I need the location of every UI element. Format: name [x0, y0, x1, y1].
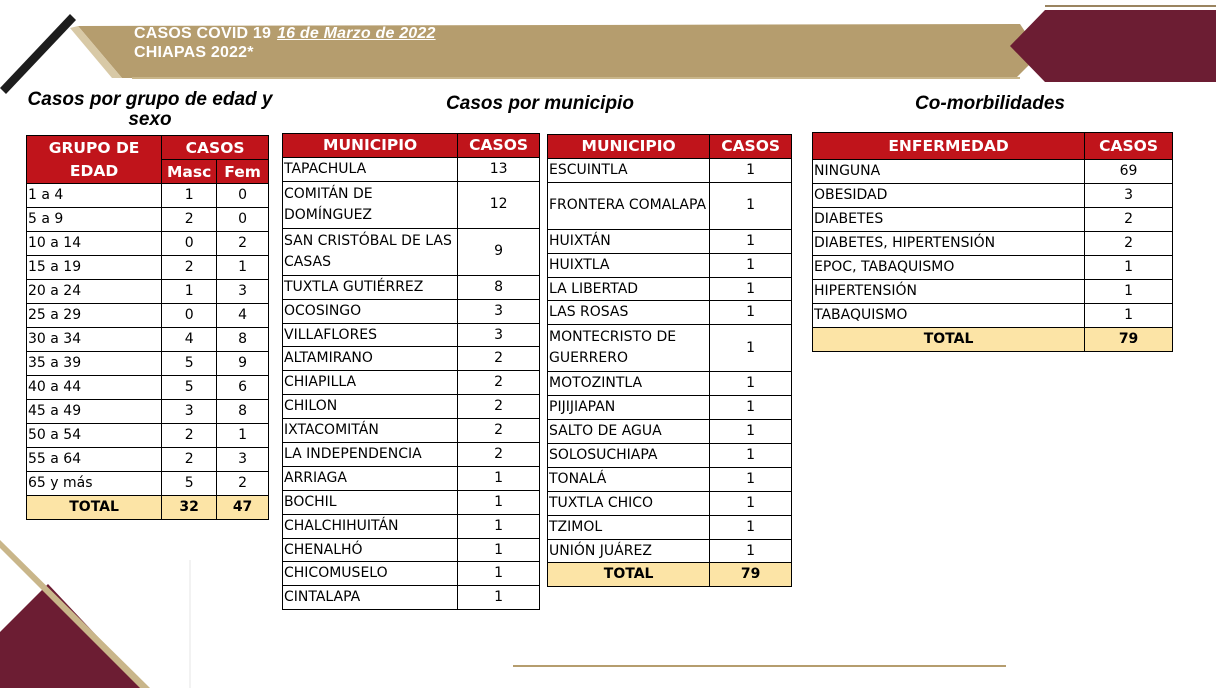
municipio-total-label: TOTAL [548, 563, 710, 587]
comorbidity-name-cell: HIPERTENSIÓN [813, 280, 1085, 304]
municipio-cases-cell: 1 [710, 539, 792, 563]
age-group-cell: 45 a 49 [27, 400, 162, 424]
municipio-name-cell: COMITÁN DE DOMÍNGUEZ [283, 181, 458, 228]
comorbidity-name-cell: DIABETES, HIPERTENSIÓN [813, 232, 1085, 256]
municipio-name-cell: SAN CRISTÓBAL DE LAS CASAS [283, 228, 458, 275]
age-group-cell: 65 y más [27, 472, 162, 496]
age-table-row [27, 472, 269, 496]
comorbidity-table-row [813, 208, 1173, 232]
fem-cell: 2 [217, 472, 269, 496]
comorbidity-cases-cell: 1 [1085, 256, 1173, 280]
age-table-row [27, 256, 269, 280]
comorbidity-cases-cell: 2 [1085, 208, 1173, 232]
age-table-row [27, 400, 269, 424]
municipio-header: MUNICIPIO [548, 135, 710, 159]
age-header-fem: Fem [217, 160, 269, 184]
municipio-cases-cell: 2 [458, 347, 540, 371]
municipio-table-row [548, 229, 792, 253]
masc-cell: 4 [162, 328, 217, 352]
age-total-label: TOTAL [27, 496, 162, 520]
municipio-table-row [548, 420, 792, 444]
municipio-cases-cell: 1 [710, 158, 792, 182]
municipio-name-cell: FRONTERA COMALAPA [548, 182, 710, 229]
municipio-table-row [283, 419, 540, 443]
comorbidity-table-row [813, 232, 1173, 256]
municipio-cases-cell: 2 [458, 371, 540, 395]
comorbidity-cases-cell: 69 [1085, 160, 1173, 184]
age-group-cell: 40 a 44 [27, 376, 162, 400]
municipio-cases-cell: 13 [458, 157, 540, 181]
municipio-name-cell: TZIMOL [548, 515, 710, 539]
municipio-name-cell: TUXTLA CHICO [548, 491, 710, 515]
municipio-cases-cell: 3 [458, 299, 540, 323]
comorbidity-name-cell: OBESIDAD [813, 184, 1085, 208]
age-header-cases: CASOS [162, 136, 269, 160]
municipio-table-row [548, 396, 792, 420]
fem-cell: 1 [217, 424, 269, 448]
age-table-row [27, 232, 269, 256]
comorbidity-cases-cell: 1 [1085, 280, 1173, 304]
age-table-row [27, 184, 269, 208]
comorbidities-table [812, 132, 1173, 352]
municipio-cases-cell: 1 [458, 490, 540, 514]
masc-cell: 0 [162, 232, 217, 256]
municipio-cases-cell: 1 [458, 466, 540, 490]
fem-cell: 8 [217, 328, 269, 352]
comorbidity-table-row [813, 280, 1173, 304]
age-section-title: Casos por grupo de edad y sexo [27, 89, 273, 130]
age-table-row [27, 208, 269, 232]
fem-cell: 3 [217, 280, 269, 304]
municipio-cases-cell: 3 [458, 323, 540, 347]
maroon-triangle-bottom-left [0, 584, 146, 688]
age-header-group: GRUPO DE EDAD [27, 136, 162, 184]
municipio-cases-cell: 1 [458, 514, 540, 538]
municipio-table-row [548, 491, 792, 515]
municipio-table-row [548, 372, 792, 396]
fem-cell: 6 [217, 376, 269, 400]
municipio-table-row [283, 466, 540, 490]
municipio-name-cell: HUIXTLA [548, 253, 710, 277]
municipio-cases-cell: 1 [710, 277, 792, 301]
masc-cell: 2 [162, 256, 217, 280]
municipio-header: MUNICIPIO [283, 134, 458, 158]
municipio-name-cell: HUIXTÁN [548, 229, 710, 253]
municipio-table-row [548, 301, 792, 325]
municipio-cases-cell: 1 [710, 491, 792, 515]
header-date: 16 de Marzo de 2022 [277, 25, 436, 42]
municipio-table-row [548, 467, 792, 491]
age-group-cell: 30 a 34 [27, 328, 162, 352]
municipio-table-row [548, 158, 792, 182]
comorbidity-table-row [813, 256, 1173, 280]
comorbidity-name-cell: DIABETES [813, 208, 1085, 232]
age-header-masc: Masc [162, 160, 217, 184]
age-total-masc: 32 [162, 496, 217, 520]
comorbidity-name-cell: TABAQUISMO [813, 304, 1085, 328]
municipio-cases-cell: 2 [458, 395, 540, 419]
age-group-cell: 1 a 4 [27, 184, 162, 208]
municipio-name-cell: PIJIJIAPAN [548, 396, 710, 420]
fem-cell: 1 [217, 256, 269, 280]
age-group-table [26, 135, 269, 520]
masc-cell: 5 [162, 472, 217, 496]
fem-cell: 4 [217, 304, 269, 328]
masc-cell: 3 [162, 400, 217, 424]
age-group-cell: 10 a 14 [27, 232, 162, 256]
casos-header: CASOS [458, 134, 540, 158]
age-table-row [27, 328, 269, 352]
age-group-cell: 20 a 24 [27, 280, 162, 304]
municipio-name-cell: CHIAPILLA [283, 371, 458, 395]
fem-cell: 0 [217, 208, 269, 232]
municipio-name-cell: SOLOSUCHIAPA [548, 444, 710, 468]
municipio-table-row [283, 347, 540, 371]
municipio-table-row [548, 325, 792, 372]
municipio-name-cell: CHENALHÓ [283, 538, 458, 562]
municipio-cases-cell: 1 [710, 372, 792, 396]
municipio-name-cell: OCOSINGO [283, 299, 458, 323]
municipio-name-cell: TONALÁ [548, 467, 710, 491]
municipio-name-cell: IXTACOMITÁN [283, 419, 458, 443]
municipio-cases-cell: 1 [458, 586, 540, 610]
masc-cell: 2 [162, 424, 217, 448]
comorbidity-name-cell: EPOC, TABAQUISMO [813, 256, 1085, 280]
corner-line-top-left [0, 14, 76, 94]
header-title [134, 24, 436, 62]
municipio-name-cell: BOCHIL [283, 490, 458, 514]
masc-cell: 1 [162, 280, 217, 304]
municipio-name-cell: ARRIAGA [283, 466, 458, 490]
municipio-cases-cell: 1 [710, 182, 792, 229]
municipio-name-cell: CHALCHIHUITÁN [283, 514, 458, 538]
municipio-table-row [283, 395, 540, 419]
masc-cell: 1 [162, 184, 217, 208]
age-table-row [27, 280, 269, 304]
municipio-table-row [283, 299, 540, 323]
municipio-table-row [548, 539, 792, 563]
municipio-name-cell: LAS ROSAS [548, 301, 710, 325]
municipio-table-row [283, 228, 540, 275]
municipio-name-cell: MONTECRISTO DE GUERRERO [548, 325, 710, 372]
municipio-name-cell: SALTO DE AGUA [548, 420, 710, 444]
municipio-name-cell: CHICOMUSELO [283, 562, 458, 586]
comorbidity-cases-cell: 3 [1085, 184, 1173, 208]
municipio-name-cell: ALTAMIRANO [283, 347, 458, 371]
municipio-table-row [283, 275, 540, 299]
comorbidity-name-cell: NINGUNA [813, 160, 1085, 184]
municipio-table-row [548, 444, 792, 468]
masc-cell: 5 [162, 352, 217, 376]
age-group-cell: 35 a 39 [27, 352, 162, 376]
municipio-cases-cell: 1 [710, 420, 792, 444]
municipio-name-cell: CHILON [283, 395, 458, 419]
fem-cell: 3 [217, 448, 269, 472]
municipio-table-row [283, 157, 540, 181]
municipio-cases-cell: 9 [458, 228, 540, 275]
municipio-cases-cell: 1 [710, 467, 792, 491]
age-group-cell: 55 a 64 [27, 448, 162, 472]
comorbidity-cases-cell: 2 [1085, 232, 1173, 256]
municipio-table-row [283, 181, 540, 228]
municipio-table-row [548, 277, 792, 301]
municipio-section-title: Casos por municipio [446, 93, 634, 114]
municipio-name-cell: VILLAFLORES [283, 323, 458, 347]
municipio-table-row [283, 586, 540, 610]
masc-cell: 2 [162, 448, 217, 472]
comorbidity-table-row [813, 184, 1173, 208]
fem-cell: 8 [217, 400, 269, 424]
municipio-name-cell: LA LIBERTAD [548, 277, 710, 301]
age-table-row [27, 424, 269, 448]
municipio-table-row [283, 443, 540, 467]
casos-header: CASOS [710, 135, 792, 159]
municipio-table-row [283, 562, 540, 586]
fem-cell: 0 [217, 184, 269, 208]
com-total-label: TOTAL [813, 328, 1085, 352]
municipio-table-row [548, 515, 792, 539]
municipio-cases-cell: 1 [458, 562, 540, 586]
municipio-cases-cell: 2 [458, 419, 540, 443]
municipio-cases-cell: 1 [710, 253, 792, 277]
municipio-cases-cell: 1 [710, 301, 792, 325]
age-table-row [27, 376, 269, 400]
municipio-table-row [283, 371, 540, 395]
municipio-table-row [283, 323, 540, 347]
enfermedad-header: ENFERMEDAD [813, 133, 1085, 160]
age-group-cell: 50 a 54 [27, 424, 162, 448]
com-total-value: 79 [1085, 328, 1173, 352]
fem-cell: 9 [217, 352, 269, 376]
municipio-cases-cell: 1 [710, 515, 792, 539]
municipio-cases-cell: 1 [710, 325, 792, 372]
municipio-table-row [283, 514, 540, 538]
municipio-name-cell: TAPACHULA [283, 157, 458, 181]
age-group-cell: 25 a 29 [27, 304, 162, 328]
municipio-table-row [283, 490, 540, 514]
age-table-row [27, 304, 269, 328]
municipio-cases-cell: 1 [710, 396, 792, 420]
com-casos-header: CASOS [1085, 133, 1173, 160]
municipio-table-row [283, 538, 540, 562]
fem-cell: 2 [217, 232, 269, 256]
municipio-name-cell: MOTOZINTLA [548, 372, 710, 396]
masc-cell: 5 [162, 376, 217, 400]
age-table-row [27, 352, 269, 376]
header-title-line1: CASOS COVID 19 [134, 25, 272, 42]
comorbidity-cases-cell: 1 [1085, 304, 1173, 328]
comorbidities-section-title: Co-morbilidades [915, 93, 1065, 114]
age-table-row [27, 448, 269, 472]
comorbidity-table-row [813, 304, 1173, 328]
municipio-cases-cell: 1 [458, 538, 540, 562]
municipio-name-cell: TUXTLA GUTIÉRREZ [283, 275, 458, 299]
municipio-table-2 [547, 134, 792, 587]
municipio-cases-cell: 12 [458, 181, 540, 228]
municipio-total-value: 79 [710, 563, 792, 587]
municipio-table-1 [282, 133, 540, 610]
municipio-cases-cell: 2 [458, 443, 540, 467]
municipio-name-cell: ESCUINTLA [548, 158, 710, 182]
age-group-cell: 5 a 9 [27, 208, 162, 232]
age-group-cell: 15 a 19 [27, 256, 162, 280]
municipio-name-cell: UNIÓN JUÁREZ [548, 539, 710, 563]
maroon-arrow-top-right [1010, 10, 1216, 82]
municipio-cases-cell: 1 [710, 444, 792, 468]
municipio-name-cell: LA INDEPENDENCIA [283, 443, 458, 467]
comorbidity-table-row [813, 160, 1173, 184]
header-title-line2: CHIAPAS 2022* [134, 44, 254, 61]
municipio-name-cell: CINTALAPA [283, 586, 458, 610]
masc-cell: 2 [162, 208, 217, 232]
masc-cell: 0 [162, 304, 217, 328]
age-total-fem: 47 [217, 496, 269, 520]
municipio-cases-cell: 1 [710, 229, 792, 253]
municipio-table-row [548, 182, 792, 229]
municipio-cases-cell: 8 [458, 275, 540, 299]
municipio-table-row [548, 253, 792, 277]
